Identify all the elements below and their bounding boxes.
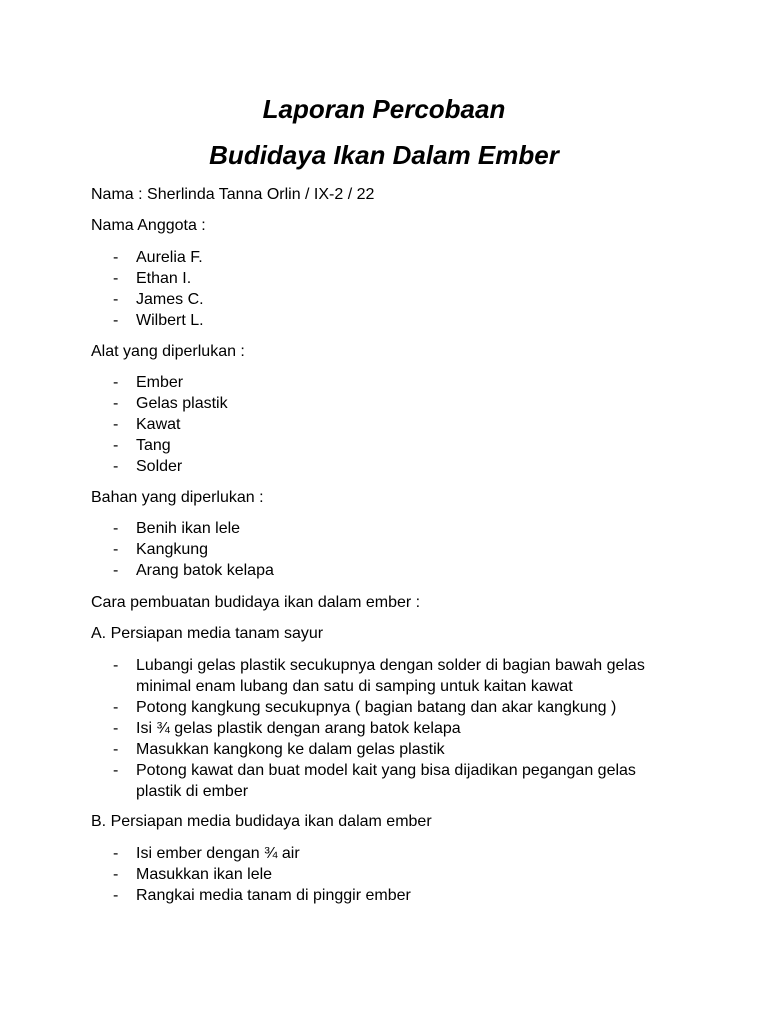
document-subtitle: Budidaya Ikan Dalam Ember bbox=[209, 140, 559, 170]
list-item: - James C. bbox=[113, 291, 204, 308]
bullet-dash: - bbox=[113, 657, 119, 674]
alat-list bbox=[113, 372, 673, 477]
document-title: Laporan Percobaan bbox=[262, 94, 506, 124]
section-b-list bbox=[113, 843, 673, 906]
bullet-dash: - bbox=[113, 887, 119, 904]
bullet-dash: - bbox=[113, 374, 119, 391]
section-a-list bbox=[113, 655, 673, 802]
bullet-dash: - bbox=[113, 720, 119, 737]
bullet-dash: - bbox=[113, 458, 119, 475]
cara-heading: Cara pembuatan budidaya ikan dalam ember : bbox=[91, 594, 421, 611]
list-item: - Ember bbox=[113, 374, 184, 391]
bullet-dash: - bbox=[113, 762, 119, 779]
bullet-dash: - bbox=[113, 249, 119, 266]
list-item: - Kangkung bbox=[113, 541, 209, 558]
list-item: - Gelas plastik bbox=[113, 395, 228, 412]
bullet-dash: - bbox=[113, 437, 119, 454]
bullet-dash: - bbox=[113, 866, 119, 883]
bahan-list bbox=[113, 518, 673, 581]
list-item: - Solder bbox=[113, 458, 183, 475]
nama-line: Nama : Sherlinda Tanna Orlin / IX-2 / 22 bbox=[91, 186, 375, 203]
bullet-dash: - bbox=[113, 416, 119, 433]
bullet-dash: - bbox=[113, 395, 119, 412]
list-item: - Lubangi gelas plastik secukupnya dengan solder di bagian bawah gelas minimal enam lubang dan satu di samping untuk kaitan kawat bbox=[113, 657, 645, 695]
list-item: - Rangkai media tanam di pinggir ember bbox=[113, 887, 411, 904]
bullet-dash: - bbox=[113, 845, 119, 862]
list-item: - Potong kangkung secukupnya ( bagian batang dan akar kangkung ) bbox=[113, 699, 617, 716]
list-item: - Masukkan ikan lele bbox=[113, 866, 273, 883]
list-item: - Potong kawat dan buat model kait yang bisa dijadikan pegangan gelas plastik di ember bbox=[113, 762, 636, 800]
list-item: - Aurelia F. bbox=[113, 249, 203, 266]
list-item: - Ethan I. bbox=[113, 270, 192, 287]
anggota-list bbox=[113, 247, 673, 331]
list-item: - Isi ¾ gelas plastik dengan arang batok kelapa bbox=[113, 720, 461, 737]
bahan-heading: Bahan yang diperlukan : bbox=[91, 489, 264, 506]
bullet-dash: - bbox=[113, 699, 119, 716]
anggota-heading: Nama Anggota : bbox=[91, 217, 206, 234]
bullet-dash: - bbox=[113, 541, 119, 558]
bullet-dash: - bbox=[113, 270, 119, 287]
list-item: - Tang bbox=[113, 437, 171, 454]
bullet-dash: - bbox=[113, 562, 119, 579]
bullet-dash: - bbox=[113, 312, 119, 329]
bullet-dash: - bbox=[113, 741, 119, 758]
list-item: - Kawat bbox=[113, 416, 181, 433]
list-item: - Isi ember dengan ¾ air bbox=[113, 845, 300, 862]
section-b-heading: B. Persiapan media budidaya ikan dalam ember bbox=[91, 813, 432, 830]
section-a-heading: A. Persiapan media tanam sayur bbox=[91, 625, 324, 642]
list-item: - Masukkan kangkong ke dalam gelas plastik bbox=[113, 741, 445, 758]
list-item: - Wilbert L. bbox=[113, 312, 204, 329]
bullet-dash: - bbox=[113, 291, 119, 308]
list-item: - Arang batok kelapa bbox=[113, 562, 274, 579]
bullet-dash: - bbox=[113, 520, 119, 537]
list-item: - Benih ikan lele bbox=[113, 520, 241, 537]
alat-heading: Alat yang diperlukan : bbox=[91, 343, 245, 360]
